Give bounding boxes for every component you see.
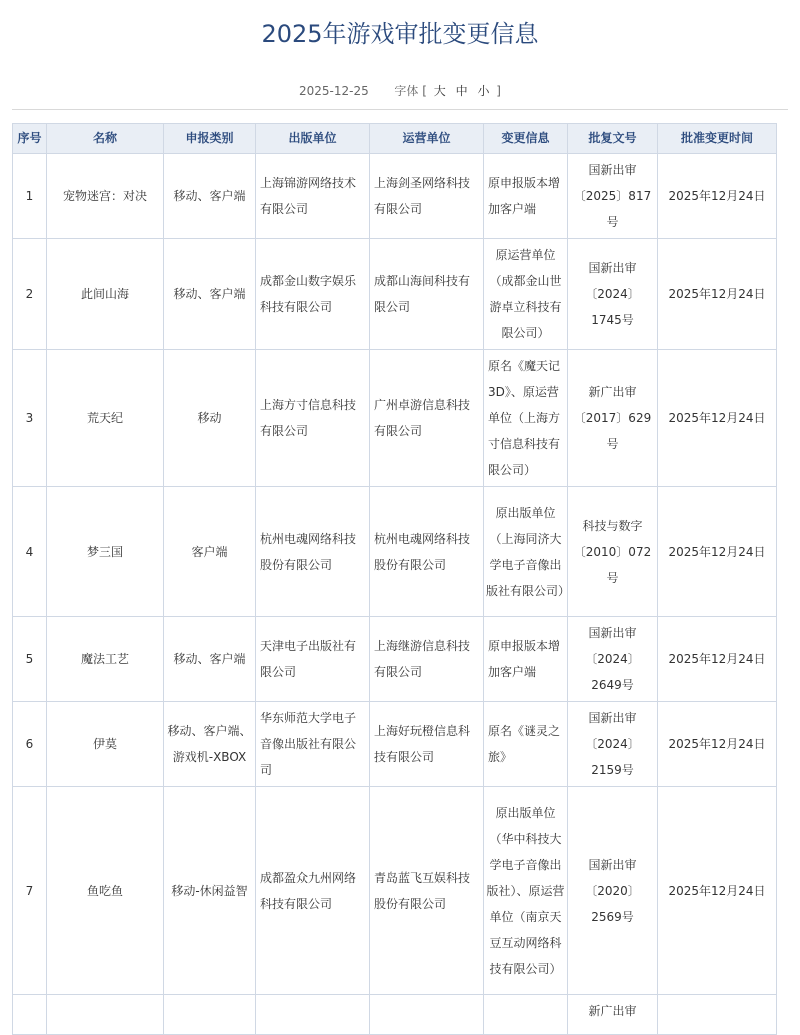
- cell-approval-date: 2025年12月24日: [658, 702, 777, 787]
- table-row: [13, 787, 777, 995]
- cell-change-info: [484, 995, 568, 1035]
- cell-approval-date: [658, 995, 777, 1035]
- cell-category: 移动、客户端: [164, 617, 256, 702]
- table-row: [13, 154, 777, 239]
- header-approval-number: 批复文号: [568, 124, 658, 154]
- cell-name: 鱼吃鱼: [47, 787, 164, 995]
- header-operator: 运营单位: [370, 124, 484, 154]
- cell-index: 2: [13, 239, 47, 350]
- cell-index: 5: [13, 617, 47, 702]
- cell-approval-number: 国新出审〔2020〕2569号: [568, 787, 658, 995]
- cell-approval-date: 2025年12月24日: [658, 239, 777, 350]
- cell-category: 移动、客户端: [164, 154, 256, 239]
- cell-category: 移动-休闲益智: [164, 787, 256, 995]
- font-size-medium-link[interactable]: 中: [455, 84, 468, 98]
- cell-publisher: 上海锦游网络技术有限公司: [256, 154, 370, 239]
- cell-operator: 杭州电魂网络科技股份有限公司: [370, 487, 484, 617]
- page-title: 2025年游戏审批变更信息: [261, 20, 539, 48]
- cell-publisher: [256, 995, 370, 1035]
- cell-change-info: 原申报版本增加客户端: [484, 154, 568, 239]
- cell-change-info: 原名《魔天记3D》、原运营单位（上海方寸信息科技有限公司）: [484, 350, 568, 487]
- cell-approval-date: 2025年12月24日: [658, 617, 777, 702]
- cell-operator: 广州卓游信息科技有限公司: [370, 350, 484, 487]
- cell-publisher: 成都盈众九州网络科技有限公司: [256, 787, 370, 995]
- header-category: 申报类别: [164, 124, 256, 154]
- cell-approval-number: 国新出审〔2024〕2649号: [568, 617, 658, 702]
- header-index: 序号: [13, 124, 47, 154]
- cell-approval-number: 科技与数字〔2010〕072号: [568, 487, 658, 617]
- cell-name: 伊莫: [47, 702, 164, 787]
- header-name: 名称: [47, 124, 164, 154]
- cell-operator: 上海剑圣网络科技有限公司: [370, 154, 484, 239]
- cell-category: 移动、客户端、游戏机-XBOX: [164, 702, 256, 787]
- font-bracket-close: ]: [496, 84, 501, 98]
- cell-approval-number: 新广出审〔2017〕629号: [568, 350, 658, 487]
- cell-approval-number: 国新出审〔2024〕2159号: [568, 702, 658, 787]
- cell-change-info: 原出版单位（上海同济大学电子音像出版社有限公司）: [484, 487, 568, 617]
- cell-publisher: 华东师范大学电子音像出版社有限公司: [256, 702, 370, 787]
- cell-operator: 上海继游信息科技有限公司: [370, 617, 484, 702]
- cell-approval-date: 2025年12月24日: [658, 787, 777, 995]
- cell-approval-number: 国新出审〔2025〕817号: [568, 154, 658, 239]
- cell-name: 魔法工艺: [47, 617, 164, 702]
- cell-category: 移动: [164, 350, 256, 487]
- cell-name: 此间山海: [47, 239, 164, 350]
- cell-name: 荒天纪: [47, 350, 164, 487]
- cell-name: 宠物迷宫：对决: [47, 154, 164, 239]
- divider: [12, 109, 788, 110]
- table-header-row: [13, 124, 777, 154]
- cell-approval-date: 2025年12月24日: [658, 154, 777, 239]
- cell-change-info: 原申报版本增加客户端: [484, 617, 568, 702]
- header-approval-date: 批准变更时间: [658, 124, 777, 154]
- font-size-label: 字体: [394, 84, 419, 98]
- table-row: [13, 995, 777, 1035]
- cell-publisher: 杭州电魂网络科技股份有限公司: [256, 487, 370, 617]
- cell-publisher: 上海方寸信息科技有限公司: [256, 350, 370, 487]
- cell-change-info: 原名《谜灵之旅》: [484, 702, 568, 787]
- cell-index: 7: [13, 787, 47, 995]
- cell-change-info: 原运营单位（成都金山世游卓立科技有限公司）: [484, 239, 568, 350]
- cell-change-info: 原出版单位（华中科技大学电子音像出版社）、原运营单位（南京天豆互动网络科技有限公司）: [484, 787, 568, 995]
- font-bracket-open: [: [422, 84, 427, 98]
- cell-operator: 上海好玩橙信息科技有限公司: [370, 702, 484, 787]
- header-change-info: 变更信息: [484, 124, 568, 154]
- table-row: [13, 350, 777, 487]
- cell-index: 3: [13, 350, 47, 487]
- cell-index: 4: [13, 487, 47, 617]
- cell-name: [47, 995, 164, 1035]
- cell-category: [164, 995, 256, 1035]
- cell-index: 1: [13, 154, 47, 239]
- cell-operator: 成都山海间科技有限公司: [370, 239, 484, 350]
- article-meta: [0, 82, 800, 99]
- table-row: [13, 617, 777, 702]
- table-row: [13, 702, 777, 787]
- cell-approval-number: 国新出审〔2024〕1745号: [568, 239, 658, 350]
- cell-publisher: 成都金山数字娱乐科技有限公司: [256, 239, 370, 350]
- cell-publisher: 天津电子出版社有限公司: [256, 617, 370, 702]
- cell-operator: 青岛蓝飞互娱科技股份有限公司: [370, 787, 484, 995]
- font-size-large-link[interactable]: 大: [433, 84, 446, 98]
- cell-approval-date: 2025年12月24日: [658, 487, 777, 617]
- cell-name: 梦三国: [47, 487, 164, 617]
- table-row: [13, 487, 777, 617]
- approval-change-table: [12, 123, 777, 1035]
- cell-category: 移动、客户端: [164, 239, 256, 350]
- cell-category: 客户端: [164, 487, 256, 617]
- publish-date: 2025-12-25: [299, 84, 369, 98]
- font-size-small-link[interactable]: 小: [477, 84, 490, 98]
- cell-operator: [370, 995, 484, 1035]
- cell-approval-number: 新广出审: [568, 995, 658, 1035]
- header-publisher: 出版单位: [256, 124, 370, 154]
- cell-index: 6: [13, 702, 47, 787]
- cell-index: [13, 995, 47, 1035]
- cell-approval-date: 2025年12月24日: [658, 350, 777, 487]
- table-row: [13, 239, 777, 350]
